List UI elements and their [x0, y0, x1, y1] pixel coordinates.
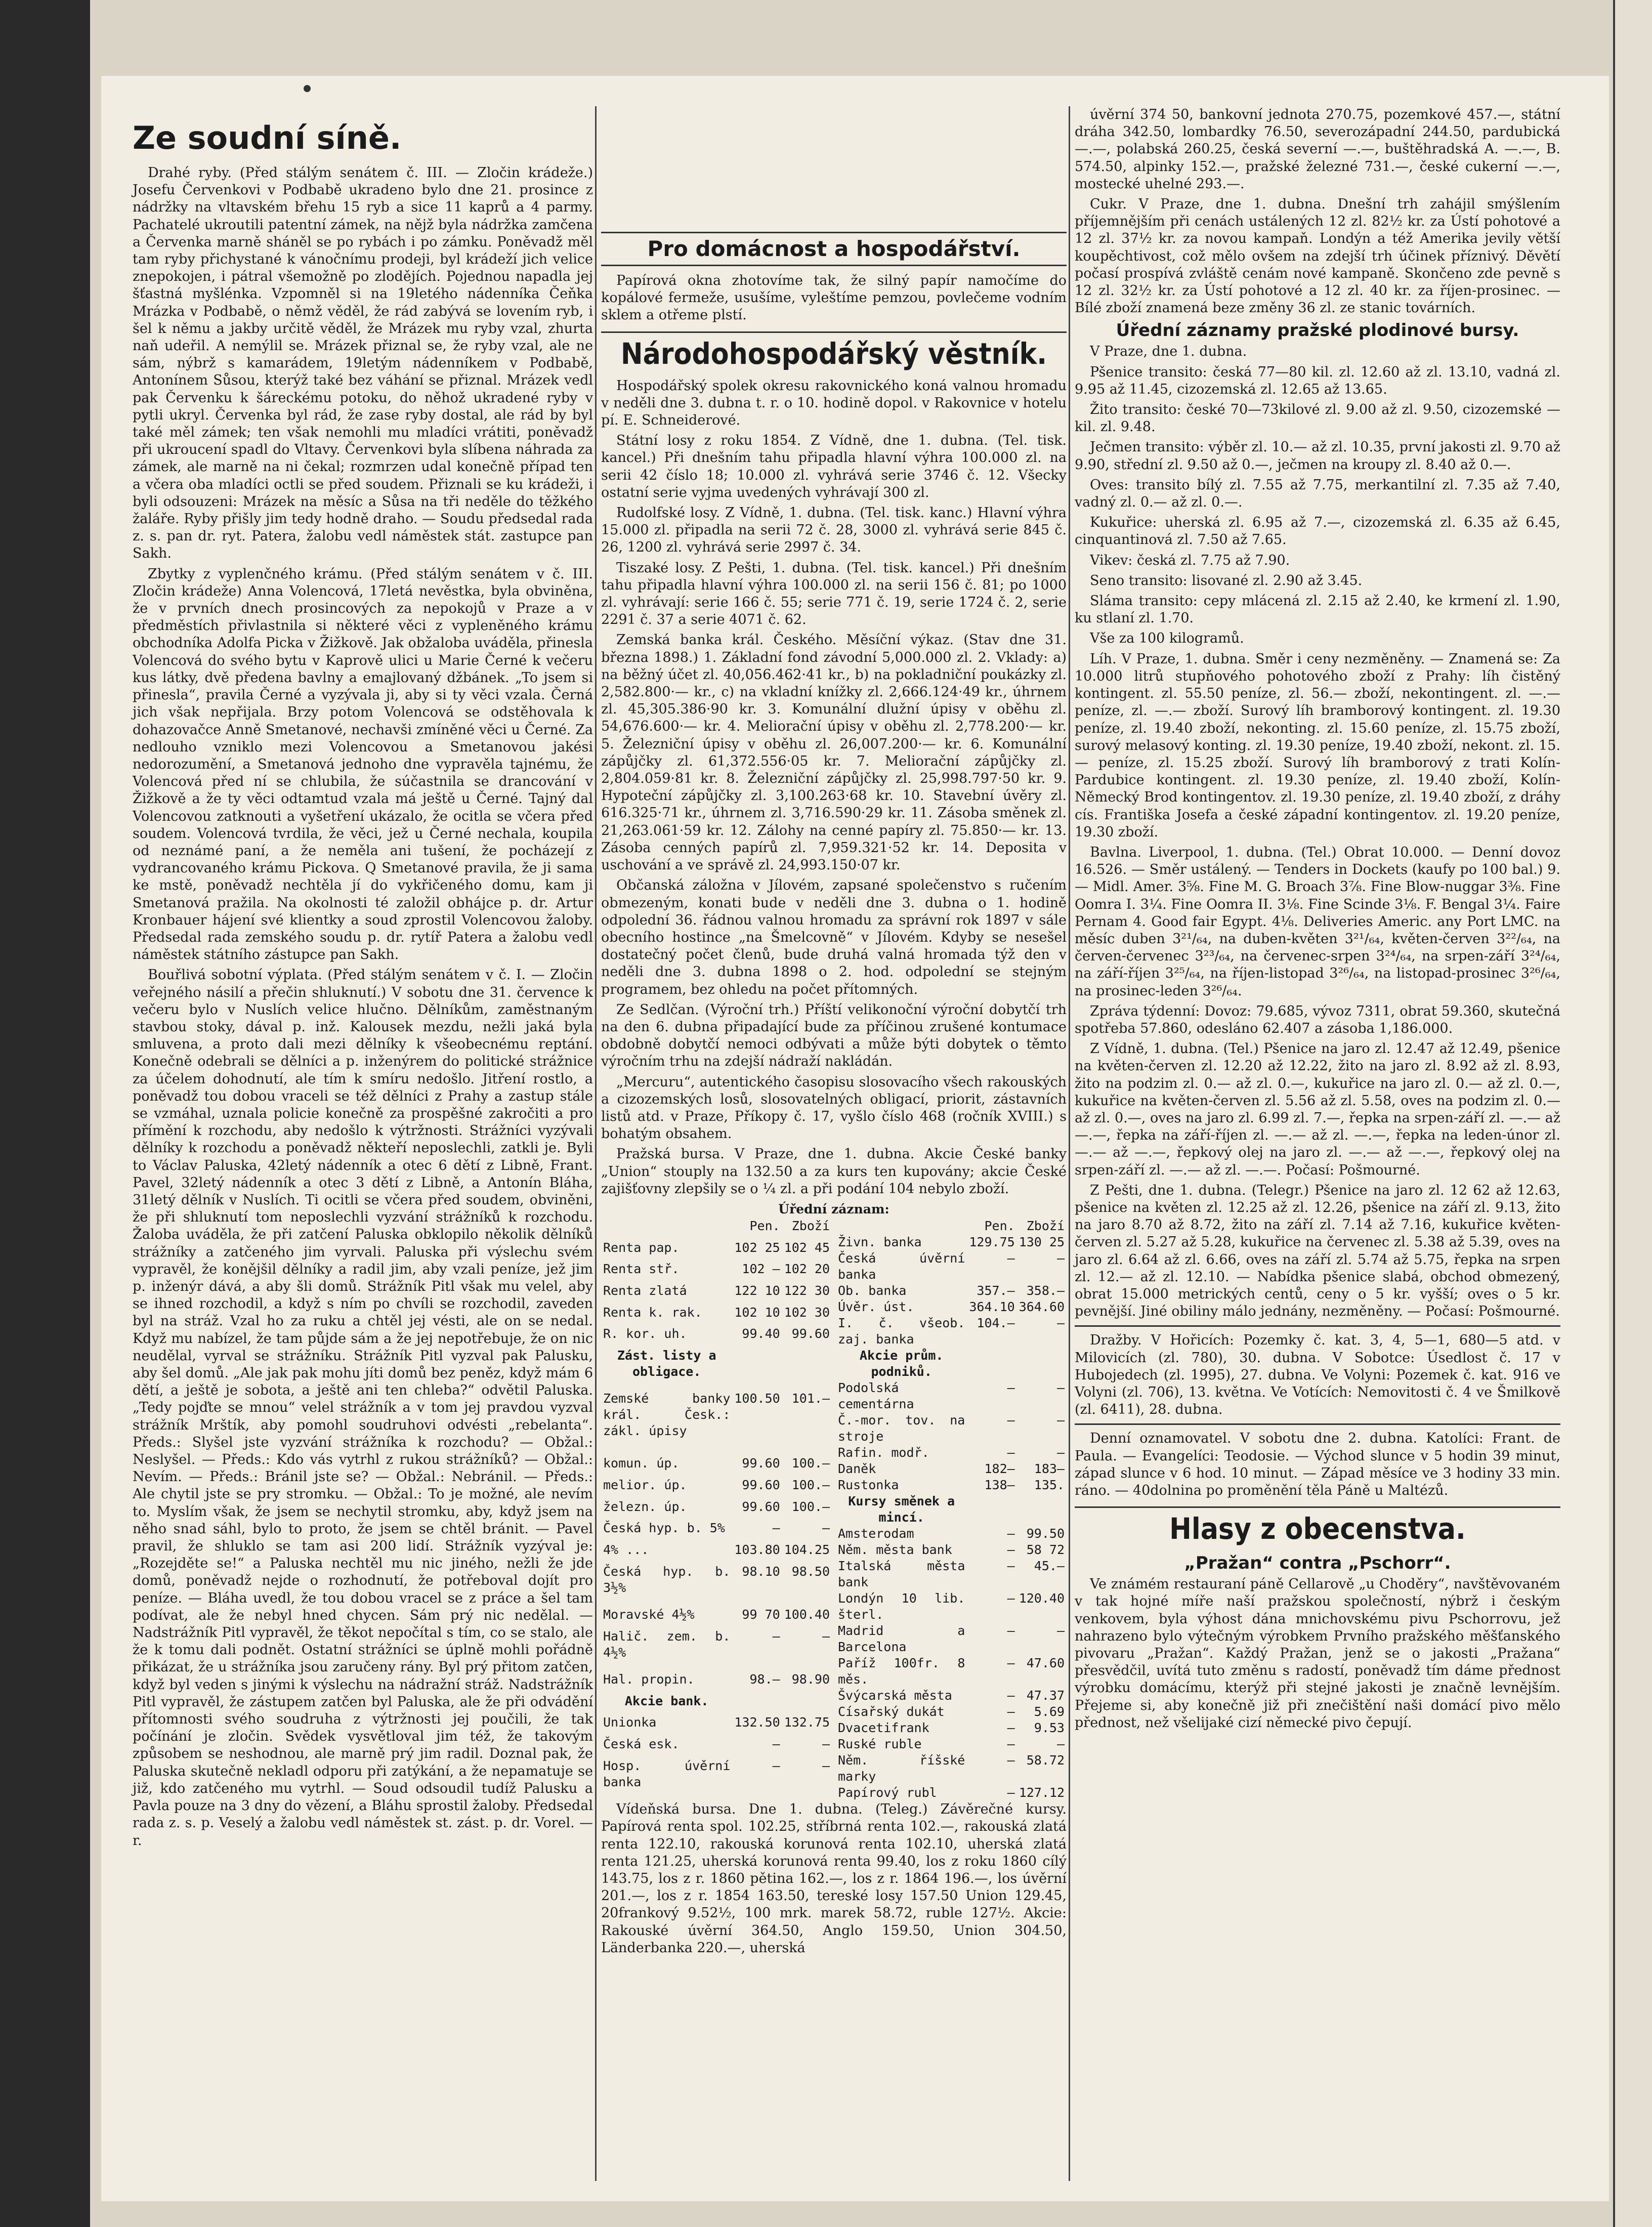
table-cell: 132.75: [784, 1715, 830, 1730]
table-cell: [1017, 1348, 1067, 1380]
household-tip: Papírová okna zhotovíme tak, že silný papír namočíme do kopálové fermeže, usušíme, vyleštíme pemzou, povlečeme vodním sklem a otřeme plstí.: [601, 273, 1067, 323]
table-cell: 102 45: [784, 1240, 830, 1255]
column-markets: [1075, 106, 1560, 1735]
table-cell: 100.50: [734, 1391, 780, 1406]
table-cell: [967, 1493, 1016, 1526]
table-cell: 100.—: [791, 1456, 830, 1471]
table-row: [836, 1283, 1067, 1299]
table-row: [601, 1261, 832, 1283]
plodiny-item: Z Vídně, 1. dubna. (Tel.) Pšenice na jaro zl. 12.47 až 12.49, pšenice na květen-červen zl. 12.20 až 12.22, žito na jaro zl. 8.92 až zl. 8.93, žito na podzim zl. 0.— až zl. 0.—, kukuřice na jaro zl. 0.— až zl. 0.—, kukuřice na květen-červen zl. 5.56 až zl. 5.58, oves na podzim zl. 0.— až zl. 0.—, oves na jaro zl. 6.99 zl. 7.—, řepka na srpen-září zl. —.— až —.—, řepka na září-říjen zl. —.— až zl. —.—, řepka na leden-únor zl. —.— až —.—, řepkový olej na jaro zl. —.— až —.—, řepkový olej na srpen-září zl. —.— až zl. —.—. Počasí: Pošmourné.: [1075, 1041, 1560, 1178]
table-cell: —: [1007, 1526, 1015, 1541]
section-heading-plodiny: Úřední záznamy pražské plodinové bursy.: [1116, 320, 1519, 341]
article-bourliva-vyplata: Bouřlivá sobotní výplata. (Před stálým senátem v č. I. — Zločin veřejného násilí a přečin shluknutí.) V sobotu dne 31. července k večeru bylo v Nuslích velice hlučno. Dělníkům, zaměstnaným stavbou stoky, dával p. inž. Kalousek mezdu, nežli jaká byla smluvena, a proto dali mezi dělníky k všeobecnému reptání. Konečně odebrali se dělníci a p. inženýrem do politické strážnice za účelem dohodnutí, ale tím k smíru nedošlo. Jitření rostlo, a poněvadž tou dobou vraceli se též dělníci z Prahy a zastup stále se vzmáhal, uznala policie konečně za prospěšné zakročiti a pro přímění k rozchodu, aby nedošlo k výtržnosti. Strážníci vyzývali dělníky k rozchodu a poněvadž někteří neposlechli, zatkli je. Byli to Václav Paluska, 42letý nádenník a otec 6 dětí z Libně, Frant. Pavel, 32letý nádenník a otec 3 dětí z Libně, a Antonín Bláha, 31letý dělník v Nuslích. Ti ocitli se včera před soudem, obviněni, že při shluknutí tom neposlechli vyzvání strážníků k rozchodu. Žaloba uváděla, že při zatčení Paluska obklopilo několik dělníků strážníky a zatčeného jim vyrvali. Paluska při výslechu svém vypravěl, že konějšil dělníky a radil jim, aby vzali peníze, jež jim p. inženýr dává, a aby šli domů. Strážník Pitl však mu velel, aby se ihned rozchodil, a když s ním po chvíli se rozchodil, zaveden byl na stráž. Vzal ho za ruku a chtěl jej vésti, ale on se nedal. Když mu nabízel, že tam půjde sám a že jej nepotřebuje, že on nic neudělal, vyrval se strážníku. Strážník Pitl vyzval pak Palusku, aby šel domů. „Ale jak pak mohu jíti domů bez peněz, když mám 6 dětí, a ještě je sobota, a ještě ani ten chleba?“ odvětil Paluska. „Tedy pojďte se mnou“ velel strážník a v tom jej pravdou vyzval strážník Mrštík, aby pomohl soudruhovi odvésti „rebelanta“. Předs.: Slyšel jste vyzvání strážníka k rozchodu? — Obžal.: Neslyšel. — Předs.: Kdo vás vytrhl z rukou strážníků? — Obžal.: Nevím. — Předs.: Bránil jste se? — Obžal.: Nebránil. — Předs.: Ale chytil jste se pry stromku. — Obžal.: To je možné, ale nevím to. Myslím však, že jsem se nechytil stromku, aby, když jsem na něho snad sáhl, bylo to proto, že jsem se chtěl bránit. — Pavel pravil, že shluklo se tam asi 200 lidí. Strážník vyzýval je: „Rozejděte se!“ a Paluska nechtěl mu nic jiného, nežli že jde domů, poněvadž nejde o rozhodnutí, že potřeboval dojít pro peníze. — Bláha uvedl, že tou dobou vracel se z práce a šel tam podívat, ale že nebyl hned chycen. Sám prý nic nedělal. — Nadstrážník Pitl vypravěl, že těkot nepočítal s tím, co se stalo, ale že k tomu dali podnět. Ostatní strážníci se úplně mohli pořádně přikázat, že u strážníka jsou zaručeny rány. Byl prý přitom zatčen, když byl veden s jinými k výslechu na nádražní stráž. Nadstrážník Pitl vypravěl, že zástupem zatčen byl Paluska, ale že při odvádění přítomnosti svého soudruha z výtržnosti jej poučili, že tak počínání je zločin. Svědek vysvětloval jim též, že takovým způsobem se neshodnou, ale marně prý jim radil. Doznal pak, že Paluska skutečně nekladl odporu při zatýkání, a že nepamatuje se již, kdo zatčeného mu vytrhl. — Soud odsoudil tudíž Palusku a Pavla pouze na 3 dny do vězení, a Bláhu sprostil žaloby. Předsedal rada z. s. p. Veselý a žalobu vedl náměstek st. zást. p. dr. Vorel. —r.: [133, 967, 593, 1848]
column-rule-1: [595, 106, 597, 2181]
plodiny-item: Ječmen transito: výběr zl. 10.— až zl. 10.35, první jakosti zl. 9.70 až 9.90, střední zl. 9.50 až 0.—, ječmen na kroupy zl. 8.40 až 0.—.: [1075, 439, 1560, 473]
table-cell: —: [1056, 1445, 1065, 1460]
table-cell: 103.80: [734, 1542, 780, 1558]
table-cell: Dvacetifrank: [838, 1720, 929, 1736]
table-row: [836, 1736, 1067, 1752]
notice-denni: Denní oznamovatel. V sobotu dne 2. dubna. Katolíci: Frant. de Paula. — Evangelíci: Teodosie. — Východ slunce v 5 hodin 39 minut, západ slunce v 6 hod. 10 minut. — Západ měsíce ve 3 hodiny 33 min. ráno. — 40dolnina po proměnění těla Páně u Maltézů.: [1075, 1431, 1560, 1499]
plodiny-item: Kukuřice: uherská zl. 6.95 až 7.—, cizozemská zl. 6.35 až 6.45, cinquantinová zl. 7.50 až 7.65.: [1075, 515, 1560, 548]
table-cell: —: [1007, 1591, 1015, 1606]
table-cell: 100.—: [791, 1478, 830, 1493]
table-row: [601, 1477, 832, 1499]
plodiny-item: Z Pešti, dne 1. dubna. (Telegr.) Pšenice na jaro zl. 12 62 až 12.63, pšenice na květen zl. 12.25 až zl. 12.26, pšenice na září zl. 9.13, žito na jaro 8.70 až 8.72, žito na září zl. 7.14 až 7.16, kukuřice květen-červen zl. 5.27 až 5.28, kukuřice na červenec zl. 5.38 až 5.39, oves na jaro zl. 6.64 až zl. 6.66, oves na září zl. 5.74 až 5.75, řepka na srpen zl. 12.— až zl. 12.10. — Nabídka pšenice slabá, obchod obmezený, obrat 15.000 metrických centů, ceny o 5 kr. vyšší; oves o 5 kr. pevnější. Jiné obiliny málo jednány, nezměněny. — Počasí: Pošmourné.: [1075, 1182, 1560, 1320]
table-row: [601, 1714, 832, 1736]
table-cell: Švýcarská města: [838, 1688, 952, 1703]
table-cell: 104.—: [977, 1316, 1015, 1331]
table-row: [601, 1736, 832, 1758]
table-cell: —: [822, 1628, 830, 1644]
table-cell: 98.50: [791, 1564, 830, 1579]
table-cell: I. č. všeob. zaj. banka: [838, 1316, 965, 1347]
table-cell: Císařský dukát: [838, 1704, 945, 1719]
table-cell: —: [1007, 1559, 1015, 1574]
table-cell: Renta pap.: [603, 1240, 680, 1255]
table-cell: —: [1007, 1704, 1015, 1719]
table-cell: Něm. města bank: [838, 1542, 952, 1558]
table-row: [836, 1590, 1067, 1623]
table-cell: —: [772, 1736, 780, 1751]
table-header-cell: Zboží: [1026, 1218, 1065, 1234]
table-cell: 100.40: [784, 1607, 830, 1622]
table-cell: —: [1007, 1445, 1015, 1460]
table-cell: Halič. zem. b. 4½%: [603, 1628, 731, 1660]
table-cell: 99 70: [742, 1607, 780, 1622]
table-cell: —: [1007, 1753, 1015, 1768]
table-cell: Zást. listy a obligace.: [617, 1348, 716, 1379]
table-cell: Zemské banky král. Česk.: zákl. úpisy: [603, 1391, 731, 1439]
table-cell: [732, 1348, 782, 1391]
table-cell: 104.25: [784, 1542, 830, 1558]
news-prazska-bursa: Pražská bursa. V Praze, dne 1. dubna. Akcie České banky „Union“ stouply na 132.50 a za kurs ten kupovány; akcie České zajišťovny zlepšily se o ¼ zl. a při podání 104 nebylo zboží.: [601, 1146, 1067, 1197]
table-cell: Unionka: [603, 1715, 657, 1730]
table-row: [836, 1234, 1067, 1250]
table-cell: [967, 1348, 1016, 1380]
table-cell: 183—: [1034, 1461, 1065, 1477]
table-cell: 47.37: [1026, 1688, 1065, 1703]
notice-drazby: Dražby. V Hořicích: Pozemky č. kat. 3, 4, 5—1, 680—5 atd. v Milovicích (zl. 780), 30. dubna. V Sobotce: Úsedlost č. 17 v Hubojedech (zl. 1995), 27. dubna. Ve Volyni: Pozemek č. kat. 916 ve Volyni (zl. 706), 13. května. Ve Votících: Nemovitosti č. 4 ve Šmilkově (zl. 6411), 28. dubna.: [1075, 1332, 1560, 1418]
table-header-cell: Pen.: [749, 1218, 780, 1234]
table-row: [601, 1542, 832, 1564]
table-cell: 120.40: [1019, 1591, 1065, 1606]
table-cell: 102 25: [734, 1240, 780, 1255]
table-cell: Rafin. modř.: [838, 1445, 929, 1460]
table-cell: 98.10: [742, 1564, 780, 1579]
table-cell: 99.60: [742, 1478, 780, 1493]
plodiny-item: Zpráva týdenní: Dovoz: 79.685, vývoz 7311, obrat 59.360, skutečná spotřeba 57.860, odesláno 62.407 a zásoba 1,186.000.: [1075, 1003, 1560, 1036]
table-row: [601, 1758, 832, 1801]
news-sedlcany: Ze Sedlčan. (Výroční trh.) Příští velikonoční výroční dobytčí trh na den 6. dubna připadající bude za příčinou zrušené kontumace obdobně dobytčí nemoci odbývati a může býti dobytek o těmto výročním trhu na zdejší nádraží nakládán.: [601, 1001, 1067, 1070]
table-cell: [782, 1693, 832, 1715]
table-cell: —: [822, 1521, 830, 1536]
table-cell: 9.53: [1034, 1720, 1065, 1736]
section-heading-court: Ze soudní síně.: [133, 119, 402, 156]
table-cell: —: [772, 1758, 780, 1773]
table-cell: 102 30: [784, 1305, 830, 1320]
table-cell: 101.—: [791, 1391, 830, 1406]
table-row: [836, 1752, 1067, 1785]
news-tiszake-losy: Tiszaké losy. Z Pešti, 1. dubna. (Tel. tisk. kancel.) Při dnešním tahu připadla hlavní výhra 100.000 zl. na serii 156 č. 81; po 1000 zl. vyhrávají: serie 166 č. 55; serie 771 č. 19, serie 1724 č. 2, serie 2291 č. 37 a serie 4071 č. 62.: [601, 560, 1067, 628]
table-row: [601, 1391, 832, 1455]
table-row: [836, 1250, 1067, 1283]
table-cell: R. kor. uh.: [603, 1326, 687, 1341]
plodiny-item: V Praze, dne 1. dubna.: [1090, 344, 1247, 360]
table-cell: Česká esk.: [603, 1736, 680, 1751]
plodiny-list: [1075, 343, 1560, 1320]
table-row: [601, 1499, 832, 1521]
table-row: [836, 1704, 1067, 1720]
hlasy-subheading: „Pražan“ contra „Pschorr“.: [1184, 1553, 1451, 1574]
table-cell: [732, 1693, 782, 1715]
table-cell: 5.69: [1034, 1704, 1065, 1719]
table-row: [836, 1542, 1067, 1558]
table-cell: —: [1007, 1720, 1015, 1736]
news-mercur: „Mercuru“, autentického časopisu slosovacího všech rakouských a cizozemských losů, slosovatelných obligací, priorit, zástavních listů atd. v Praze, Příkopy č. 17, vyšlo číslo 468 (ročník XVIII.) s bohatým obsahem.: [601, 1074, 1067, 1142]
table-row: [836, 1380, 1067, 1412]
table-row: [836, 1315, 1067, 1348]
table-cell: —: [1056, 1737, 1065, 1752]
table-row: [601, 1671, 832, 1693]
table-row: [601, 1607, 832, 1628]
table-cell: Renta stř.: [603, 1262, 680, 1277]
table-row: [836, 1655, 1067, 1688]
table-cell: Podolská cementárna: [838, 1380, 914, 1412]
table-cell: Č.-mor. tov. na stroje: [838, 1413, 965, 1444]
table-cell: Moravské 4½%: [603, 1607, 695, 1622]
table-cell: Česká hyp. b. 3½%: [603, 1564, 731, 1595]
table-cell: 122 30: [784, 1283, 830, 1298]
table-header-cell: Zboží: [791, 1218, 830, 1234]
table-row: [836, 1461, 1067, 1477]
news-statni-losy: Státní losy z roku 1854. Z Vídně, dne 1. dubna. (Tel. tisk. kancel.) Při dnešním tahu připadla hlavní výhra 100.000 zl. na serii 42 číslo 18; 10.000 zl. vyhrává serie 3746 č. 12. Všecky ostatní serie vyjma uvedených vyhrávají 300 zl.: [601, 433, 1067, 500]
table-cell: —: [1056, 1251, 1065, 1266]
table-cell: 102 10: [734, 1305, 780, 1320]
table-row: [836, 1558, 1067, 1590]
ink-dot: [304, 85, 311, 92]
table-cell: Daněk: [838, 1461, 876, 1477]
table-cell: Londýn 10 lib. šterl.: [838, 1591, 965, 1622]
table-cell: Akcie prům. podniků.: [859, 1348, 944, 1379]
table-cell: —: [1056, 1623, 1065, 1638]
table-cell: —: [772, 1628, 780, 1644]
table-cell: 98.90: [791, 1672, 830, 1687]
section-heading-economy: Národohospodářský věstník.: [601, 331, 1067, 371]
table-cell: Něm. říšské marky: [838, 1753, 965, 1784]
plodiny-item: Vše za 100 kilogramů.: [1090, 631, 1244, 647]
article-drahe-ryby: Drahé ryby. (Před stálým senátem č. III. — Zločin krádeže.) Josefu Červenkovi v Podbabě ukradeno bylo dne 21. prosince z nádržky na vltavském břehu 15 ryb a sice 11 kaprů a 4 parmy. Pachatelé ukroutili patentní zámek, na nějž byla nádržka zamčena a Červenka marně sháněl se po rybách i po zámku. Poněvadž měl tam ryby přichystané k vánočnímu prodeji, byl krádeží jich velice znepokojen, i pátral všemožně po zlodějích. Pojednou napadla jej šťastná myšlénka. Vzpomněl si na 19letého nádenníka Čeňka Mrázka v Podbabě, o němž věděl, že rád zabývá se lovením ryb, i šel k němu a jakby určitě věděl, že Mrázek mu ryby vzal, zhurta naň udeřil. A nemýlil se. Mrázek přiznal se, že ryby vzal, ale ne sám, nýbrž s kamarádem, 19letým nádenníkem v Podbabě, Antonínem Sůsou, kterýž také bez váhání se přiznal. Mrázek vedl pak Červenku k šáreckému potoku, do něhož ukradené ryby v pytli ukryl. Červenka byl rád, že zase ryby dostal, ale rád by byl také měl zámek; ten však nemohli mu mladíci vrátiti, poněvadž při ukroucení spadl do Vltavy. Červenkovi byla slíbena náhrada za zámek, ale marně na ni čekal; rozmrzen udal konečně případ ten a včera oba mladíci octli se před soudem. Přiznali se ku krádeži, i byli odsouzeni: Mrázek na měsíc a Sůsa na tři neděle do těžkého žaláře. Ryby přišly jim tedy hodně draho. — Soudu předsedal rada z. s. pan dr. ryt. Patera, žalobu vedl náměstek stát. zastupce pan Sakh.: [133, 165, 593, 562]
table-row: [601, 1283, 832, 1305]
table-cell: —: [1007, 1380, 1015, 1396]
plodiny-item: Vikev: česká zl. 7.75 až 7.90.: [1090, 552, 1290, 568]
table-cell: 99.50: [1026, 1526, 1065, 1541]
scan-right-edge: [1613, 0, 1652, 2227]
table-row: [601, 1520, 832, 1542]
table-row: [601, 1455, 832, 1477]
table-cell: Hal. propin.: [603, 1672, 695, 1687]
divider: [1075, 1325, 1560, 1327]
table-cell: —: [1007, 1251, 1015, 1266]
table-row: [836, 1526, 1067, 1542]
table-cell: Ruské ruble: [838, 1737, 922, 1752]
hlasy-text: Ve známém restauraní páně Cellarově „u Choděry“, navštěvovaném v tak hojné míře naší pražskou společností, nýbrž i českým venkovem, byla výhost dána mnichovskému pivu Pschorrovu, jež nahrazeno bylo výtečným výrobkem Prvního pražského měšťanského pivovaru „Pražan“. Každý Pražan, jenž se o jakosti „Pražana“ přesvědčil, uvítá tuto změnu s radostí, poněvadž tím dáme přednost výrobku domácímu, kterýž při stejné jakosti je značně levnějším. Přejeme si, aby konečně již při znečištění naši domácí pivo mělo přednost, než všelijaké cizí německé pivo čepují.: [1075, 1576, 1560, 1731]
table-cell: 102 20: [784, 1262, 830, 1277]
continued-text-spacer: [601, 106, 1067, 225]
table-row: [601, 1348, 832, 1391]
column-court: [133, 119, 593, 1853]
table-cell: Papírový rubl: [838, 1785, 937, 1800]
table-header-row: [601, 1218, 832, 1240]
table-cell: železn. úp.: [603, 1499, 687, 1514]
table-header-cell: Pen.: [984, 1218, 1015, 1234]
plodiny-item: Líh. V Praze, 1. dubna. Směr i ceny nezměněny. — Znamená se: Za 10.000 litrů stupňového pohotového zboží z Prahy: líh čistěný kontingent. zl. 55.50 peníze, zl. 56.— zboží, nekontingent. zl. —.— peníze, zl. —.— zboží. Surový líh bramborový kontingent. zl. 19.30 peníze, zl. 19.40 zboží, nekonting. zl. 15.60 peníze, zl. 15.75 zboží, surový melasový konting. zl. 19.30 peníze, 19.40 zboží, nekont. zl. 15.— peníze, zl. 15.25 zboží. Surový líh bramborový z trati Kolín-Pardubice kontingent. zl. 19.30 peníze, zl. 19.40 zboží, Kolín-Německý Brod kontingentov. zl. 19.30 peníze, zl. 19.40 zboží, z dráhy cís. Františka Josefa a české západní kontingentov. zl. 19.20 peníze, 19.30 zboží.: [1075, 651, 1560, 840]
table-cell: 357.—: [977, 1283, 1015, 1298]
table-cell: 47.60: [1026, 1656, 1065, 1671]
table-header-cell: [601, 1218, 732, 1240]
bursa-table-right: [836, 1218, 1067, 1801]
news-videnska-bursa: Vídeňská bursa. Dne 1. dubna. (Teleg.) Závěrečné kursy. Papírová renta spol. 102.25, stříbrná renta 102.—, rakouská zlatá renta 122.10, rakouská korunová renta 102.10, uherská zlatá renta 121.25, uherská korunová renta 99.40, los z roku 1860 cílý 143.75, los z r. 1860 pětina 162.—, los z r. 1864 196.—, los úvěrní 201.—, los z r. 1854 163.50, tereské losy 157.50 Union 129.45, 20frankový 9.52½, 100 mrk. marek 58.72, ruble 127½. Akcie: Rakouské úvěrní 364.50, Anglo 159.50, Union 304.50, Länderbanka 220.—, uherská: [601, 1801, 1067, 1956]
table-cell: 4% ...: [603, 1542, 649, 1558]
table-cell: komun. úp.: [603, 1456, 680, 1471]
table-cell: Česká hyp. b. 5%: [603, 1521, 725, 1536]
section-heading-hlasy: Hlasy z obecenstva.: [1075, 1506, 1560, 1546]
market-continued: úvěrní 374 50, bankovní jednota 270.75, pozemkové 457.—, státní dráha 342.50, lombardky 76.50, severozápadní 244.50, pardubická —.—, polabská 260.25, česká severní —.—, buštěhradská A. —.—, B. 574.50, alpinky 152.—, pražské železné 731.—, české cukerní —.—, mostecké uhelné 293.—.: [1075, 107, 1560, 192]
table-cell: 58.72: [1026, 1753, 1065, 1768]
table-cell: 58 72: [1026, 1542, 1065, 1558]
table-row: [836, 1348, 1067, 1380]
bursa-tables: [601, 1218, 1067, 1801]
section-heading-household: Pro domácnost a hospodářství.: [601, 232, 1067, 266]
table-cell: Amsterodam: [838, 1526, 914, 1541]
table-cell: 102 —: [742, 1262, 780, 1277]
table-cell: —: [1007, 1413, 1015, 1428]
table-cell: 99.60: [742, 1456, 780, 1471]
plodiny-item: Seno transito: lisované zl. 2.90 až 3.45.: [1090, 572, 1363, 589]
table-cell: melior. úp.: [603, 1478, 687, 1493]
table-row: [601, 1326, 832, 1348]
table-row: [836, 1493, 1067, 1526]
market-cukr: Cukr. V Praze, dne 1. dubna. Dnešní trh zahájil smýšlením příjemnějším při cenách ustálených 12 zl. 82½ kr. za Ústí pohotové a 12 zl. 37½ kr. za novou kampaň. Londýn a též Amerika jevily větší koupěchtivost, což mělo ovšem na zdejší trh účinek příznivý. Děvětí počasí prospívá zvláště cenám nové kampaně. Skončeno zde pevně s 12 zl. 32½ kr. za Ústí pohotové a 12 zl. 40 kr. za říjen-prosinec. — Bílé zboží znamená beze změny 36 zl. ze stanic továrních.: [1075, 196, 1560, 316]
table-cell: —: [1056, 1413, 1065, 1428]
article-zbytky-kramu: Zbytky z vyplenčného krámu. (Před stálým senátem v č. III. Zločin krádeže) Anna Volencová, 17letá nevěstka, byla obviněna, že v prvních dnech prosincových za nepokojů v Praze a v předměstích přivlastnila si některé věci z vypleněného krámu obchodníka Adolfa Picka v Žižkově. Jak obžaloba uváděla, přinesla Volencová do svého bytu v Kaprově ulici u Marie Černé k večeru kus látky, dvě předena bavlny a emajlovaný džbánek. „To jsem si přinesla“, pravila Černé a vyzývala ji, aby si ty věci vzala. Černá jich však nepřijala. Brzy potom Volencová se odstěhovala k dohazovačce Anně Smetanové, nechavši zmíněné věci u Černé. Za nedlouho vzniklo mezi Volencovou a Smetanovou jakési nedorozumění, a Smetanová jednoho dne vypravěla tajnému, že Volencová před ní se chlubila, že súčastnila se drancování v Žižkově a že ty věci odtamtud vzala má ještě u Černé. Tajný dal Volencovou zatknouti a vyšetření ukázalo, že ocitla se včera před soudem. Volencová tvrdila, že věci, jež u Černé nechala, koupila od neznámé paní, a že neměla ani tušení, že pocházejí z vydrancovaného krámu Pickova. Q Smetanové pravila, že ji sama ke mstě, poněvadž nechtěla jí do vykřičeného domu, kam ji Smetanová pražila. Na okolnosti té založil obhájce p. dr. Artur Kronbauer hájení své klientky a soud zprostil Volencovou žaloby. Předsedal rada zemského soudu p. dr. rytíř Patera a žalobu vedl náměstek státního zástupce pan Sakh.: [133, 566, 593, 963]
table-cell: 132.50: [734, 1715, 780, 1730]
table-cell: 358.—: [1026, 1283, 1065, 1298]
table-cell: [1017, 1493, 1067, 1526]
table-cell: 99.40: [742, 1326, 780, 1341]
table-cell: 138—: [984, 1478, 1015, 1493]
table-cell: Paříž 100fr. 8 měs.: [838, 1656, 965, 1687]
table-cell: 135.: [1034, 1478, 1065, 1493]
table-row: [601, 1240, 832, 1262]
bursa-table-left: [601, 1218, 832, 1801]
table-cell: 45.—: [1034, 1559, 1065, 1574]
bursa-caption: Úřední záznam:: [778, 1201, 889, 1216]
table-cell: Kursy směnek a mincí.: [848, 1494, 955, 1525]
table-row: [836, 1477, 1067, 1493]
table-row: [836, 1445, 1067, 1461]
table-cell: Hosp. úvěrní banka: [603, 1758, 731, 1789]
table-row: [601, 1693, 832, 1715]
table-cell: Madrid a Barcelona: [838, 1623, 965, 1655]
table-cell: 127.12: [1019, 1785, 1065, 1800]
plodiny-item: Sláma transito: cepy mlácená zl. 2.15 až 2.40, ke krmení zl. 1.90, ku stlaní zl. 1.70.: [1075, 593, 1560, 626]
table-row: [836, 1299, 1067, 1315]
table-cell: 182—: [984, 1461, 1015, 1477]
table-cell: 99.60: [742, 1499, 780, 1514]
table-cell: —: [772, 1521, 780, 1536]
news-zemska-banka: Zemská banka král. Českého. Měsíční výkaz. (Stav dne 31. března 1898.) 1. Základní fond závodní 5,000.000 zl. 2. Vklady: a) na běžný účet zl. 40,056.462·41 kr., b) na pokladniční poukázky zl. 2,582.800·— kr., c) na vkladní knížky zl. 2,666.124·49 kr., úhrnem zl. 45,305.386·90 kr. 3. Komunální dlužní úpisy v oběhu zl. 54,676.600·— kr. 4. Meliorační úpisy v oběhu zl. 2,778.200·— kr. 5. Železniční úpisy v oběhu zl. 26,007.200·— kr. 6. Komunální zápůjčky zl. 61,372.556·05 kr. 7. Meliorační zápůjčky zl. 2,804.059·81 kr. 8. Železniční zápůjčky zl. 25,998.797·50 kr. 9. Hypoteční zápůjčky zl. 3,100.263·68 kr. 10. Stavební úvěry zl. 616.325·71 kr., úhrnem zl. 3,716.590·29 kr. 11. Zásoba směnek zl. 21,263.061·59 kr. 12. Zálohy na cenné papíry zl. 75.850·— kr. 13. Zásoba cenných papírů zl. 7,959.321·52 kr. 14. Deposita v uschování a ve správě zl. 24,993.150·07 kr.: [601, 632, 1067, 873]
table-cell: —: [1007, 1542, 1015, 1558]
table-cell: Akcie bank.: [624, 1693, 709, 1708]
scan-left-edge: [0, 0, 90, 2227]
table-cell: —: [1007, 1623, 1015, 1638]
table-header-row: [836, 1218, 1067, 1234]
table-cell: Renta k. rak.: [603, 1305, 702, 1320]
table-cell: 129.75: [969, 1235, 1015, 1250]
table-cell: 364.60: [1019, 1299, 1065, 1315]
table-cell: —: [1056, 1316, 1065, 1331]
table-cell: —: [1007, 1737, 1015, 1752]
news-obcanska-zalozna: Občanská záložna v Jílovém, zapsané společenstvo s ručením obmezeným, konati bude v neděli dne 3. dubna o 1. hodině odpolední 36. řádnou valnou hromadu za správní rok 1897 v sále obecního hostince „na Šmelcovně“ v Jílovém. Kdyby se nesešel dostatečný počet členů, bude druhá valná hromada týž den v neděli dne 3. dubna 1898 o 2. hod. odpolední se stejným programem, bez ohledu na počet přítomných.: [601, 877, 1067, 997]
table-row: [836, 1720, 1067, 1736]
table-cell: —: [822, 1736, 830, 1751]
table-cell: —: [1007, 1656, 1015, 1671]
table-cell: —: [1007, 1785, 1015, 1800]
plodiny-item: Žito transito: české 70—73kilové zl. 9.00 až zl. 9.50, cizozemské —kil. zl. 9.48.: [1075, 402, 1560, 435]
table-row: [601, 1628, 832, 1671]
table-cell: Rustonka: [838, 1478, 899, 1493]
table-row: [601, 1564, 832, 1607]
column-rule-2: [1069, 106, 1070, 2181]
news-spolek: Hospodářský spolek okresu rakovnického koná valnou hromadu v neděli dne 3. dubna t. r. o 10. hodině dopol. v Rakovnice v hotelu pí. E. Schneiderové.: [601, 377, 1067, 429]
table-cell: Renta zlatá: [603, 1283, 687, 1298]
table-row: [836, 1785, 1067, 1801]
table-cell: —: [1007, 1688, 1015, 1703]
table-cell: Česká úvěrní banka: [838, 1251, 965, 1282]
plodiny-item: Bavlna. Liverpool, 1. dubna. (Tel.) Obrat 10.000. — Denní dovoz 16.526. — Směr ustálený. — Tenders in Dockets (kaufy po 100 bal.) 9. — Midl. Amer. 3⅝. Fine M. G. Broach 3⅞. Fine Blow-nuggar 3⅜. Fine Oomra I. 3¼. Fine Oomra II. 3⅛. Fine Scinde 3⅛. F. Bengal 3¼. Faire Pernam 4. Good fair Egypt. 4⅛. Deliveries Americ. any Port LMC. na měsíc duben 3²¹/₆₄, na duben-květen 3²¹/₆₄, květen-červen 3²²/₆₄, na červen-červenec 3²³/₆₄, na červenec-srpen 3²⁴/₆₄, na srpen-září 3²⁴/₆₄, na září-říjen 3²⁵/₆₄, na říjen-listopad 3²⁶/₆₄, na listopad-prosinec 3²⁶/₆₄, na prosinec-leden 3²⁶/₆₄.: [1075, 844, 1560, 999]
table-cell: 364.10: [969, 1299, 1015, 1315]
table-cell: —: [822, 1758, 830, 1773]
table-cell: 100.—: [791, 1499, 830, 1514]
table-row: [836, 1688, 1067, 1704]
table-cell: [782, 1348, 832, 1391]
table-header-cell: [836, 1218, 967, 1234]
plodiny-item: Oves: transito bílý zl. 7.55 až 7.75, merkantilní zl. 7.35 až 7.40, vadný zl. 0.— až zl. 0.—.: [1075, 477, 1560, 511]
plodiny-item: Pšenice transito: česká 77—80 kil. zl. 12.60 až zl. 13.10, vadná zl. 9.95 až 11.45, cizozemská zl. 12.65 až 13.65.: [1075, 364, 1560, 397]
table-row: [601, 1305, 832, 1326]
divider: [1075, 1423, 1560, 1425]
column-economy: [601, 106, 1067, 1960]
table-cell: 98.—: [749, 1672, 780, 1687]
table-row: [836, 1623, 1067, 1655]
table-cell: Ob. banka: [838, 1283, 907, 1298]
table-cell: Živn. banka: [838, 1235, 922, 1250]
table-cell: 99.60: [791, 1326, 830, 1341]
news-rudolfske-losy: Rudolfské losy. Z Vídně, 1. dubna. (Tel. tisk. kanc.) Hlavní výhra 15.000 zl. připadla na serii 72 č. 28, 3000 zl. vyhrává serie 845 č. 26, 1200 zl. vyhrává serie 2997 č. 34.: [601, 505, 1067, 556]
table-cell: Úvěr. úst.: [838, 1299, 914, 1315]
table-cell: —: [1056, 1380, 1065, 1396]
table-cell: 130 25: [1019, 1235, 1065, 1250]
table-cell: 122 10: [734, 1283, 780, 1298]
table-cell: Italská města bank: [838, 1559, 965, 1590]
table-row: [836, 1412, 1067, 1445]
